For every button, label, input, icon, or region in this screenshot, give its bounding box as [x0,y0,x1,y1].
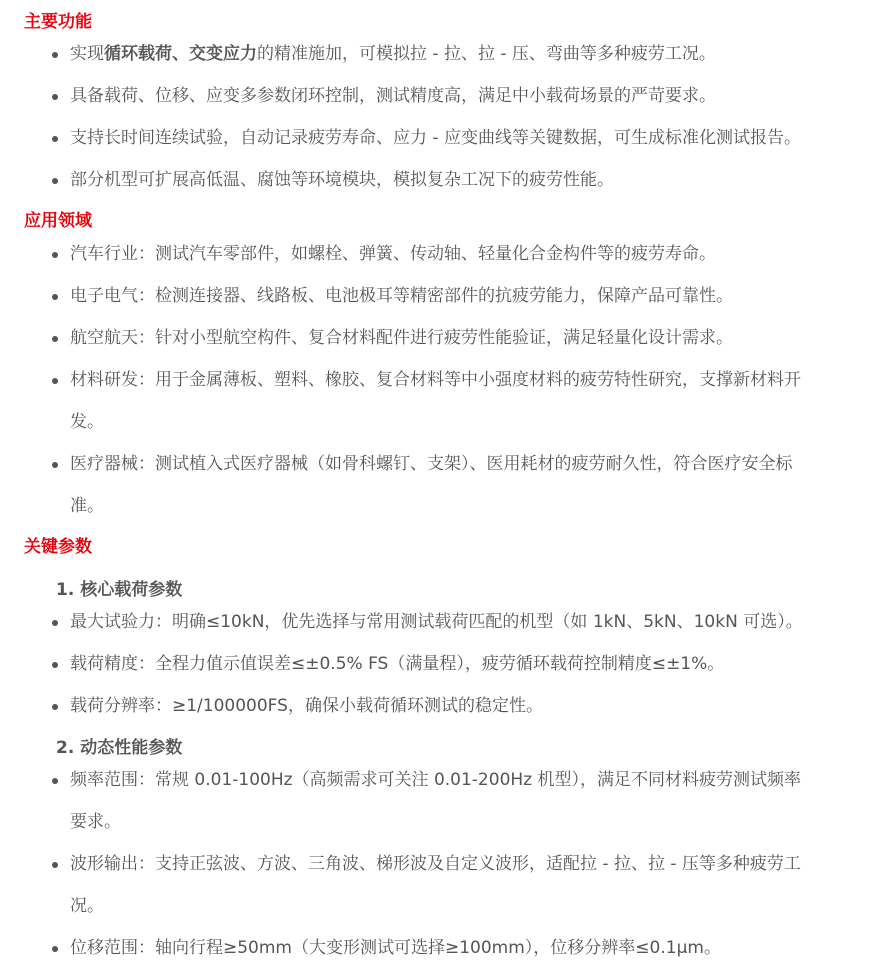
list-item-text: 汽车行业：测试汽车零部件，如螺栓、弹簧、传动轴、轻量化合金构件等的疲劳寿命。 [70,244,716,264]
list-item-text: 材料研发：用于金属薄板、塑料、橡胶、复合材料等中小强度材料的疲劳特性研究，支撑新材料开 [70,370,801,390]
list-item [52,852,862,876]
list-item-text: 要求。 [70,812,121,832]
list-item [52,694,862,718]
bullet-icon [52,462,58,468]
bullet-icon [52,178,58,184]
list-item-text: 准。 [70,496,104,516]
list-item-continuation [52,494,862,518]
sub-heading-dynamic-performance: 2. 动态性能参数 [56,738,183,758]
section-heading-main-functions: 主要功能 [24,12,92,32]
list-item-text: 位移范围：轴向行程≥50mm（大变形测试可选择≥100mm），位移分辨率≤0.1μm。 [70,938,721,958]
sub-heading-core-load: 1. 核心载荷参数 [56,580,183,600]
list-item [52,610,862,634]
list-item-continuation [52,810,862,834]
list-item [52,84,862,108]
bullet-icon [52,136,58,142]
list-item-continuation [52,410,862,434]
list-item [52,284,862,308]
bullet-icon [52,778,58,784]
list-item [52,452,862,476]
list-item [52,42,862,66]
list-item-text: 发。 [70,412,104,432]
bullet-icon [52,662,58,668]
list-item [52,652,862,676]
list-item [52,326,862,350]
list-item-text: 载荷分辨率：≥1/100000FS，确保小载荷循环测试的稳定性。 [70,696,543,716]
bullet-icon [52,252,58,258]
bullet-icon [52,862,58,868]
list-item [52,936,862,960]
list-item-text: 医疗器械：测试植入式医疗器械（如骨科螺钉、支架）、医用耗材的疲劳耐久性，符合医疗安全标 [70,454,793,474]
list-item-text: 频率范围：常规 0.01-100Hz（高频需求可关注 0.01-200Hz 机型），满足不同材料疲劳测试频率 [70,770,801,790]
list-item-text: 实现循环载荷、交变应力的精准施加，可模拟拉 - 拉、拉 - 压、弯曲等多种疲劳工况。 [70,44,716,64]
bullet-icon [52,52,58,58]
bullet-icon [52,946,58,952]
list-item-text: 最大试验力：明确≤10kN，优先选择与常用测试载荷匹配的机型（如 1kN、5kN、10kN 可选）。 [70,612,803,632]
list-item-continuation [52,894,862,918]
bullet-icon [52,620,58,626]
bullet-icon [52,294,58,300]
list-item [52,168,862,192]
emphasis-text: 循环载荷、交变应力 [104,44,257,64]
bullet-icon [52,336,58,342]
list-item-text: 航空航天：针对小型航空构件、复合材料配件进行疲劳性能验证，满足轻量化设计需求。 [70,328,733,348]
list-item-text: 载荷精度：全程力值示值误差≤±0.5% FS（满量程），疲劳循环载荷控制精度≤±1%。 [70,654,725,674]
list-item [52,126,862,150]
list-item-text: 支持长时间连续试验，自动记录疲劳寿命、应力 - 应变曲线等关键数据，可生成标准化测试报告。 [70,128,801,148]
list-item [52,768,862,792]
section-heading-key-parameters: 关键参数 [24,537,92,557]
section-heading-application-fields: 应用领域 [24,211,92,231]
list-item-text: 况。 [70,896,104,916]
bullet-icon [52,378,58,384]
bullet-icon [52,704,58,710]
bullet-icon [52,94,58,100]
list-item [52,242,862,266]
list-item-text: 波形输出：支持正弦波、方波、三角波、梯形波及自定义波形，适配拉 - 拉、拉 - 压等多种疲劳工 [70,854,801,874]
list-item-text: 具备载荷、位移、应变多参数闭环控制，测试精度高，满足中小载荷场景的严苛要求。 [70,86,716,106]
list-item-text: 部分机型可扩展高低温、腐蚀等环境模块，模拟复杂工况下的疲劳性能。 [70,170,614,190]
list-item [52,368,862,392]
list-item-text: 电子电气：检测连接器、线路板、电池极耳等精密部件的抗疲劳能力，保障产品可靠性。 [70,286,733,306]
